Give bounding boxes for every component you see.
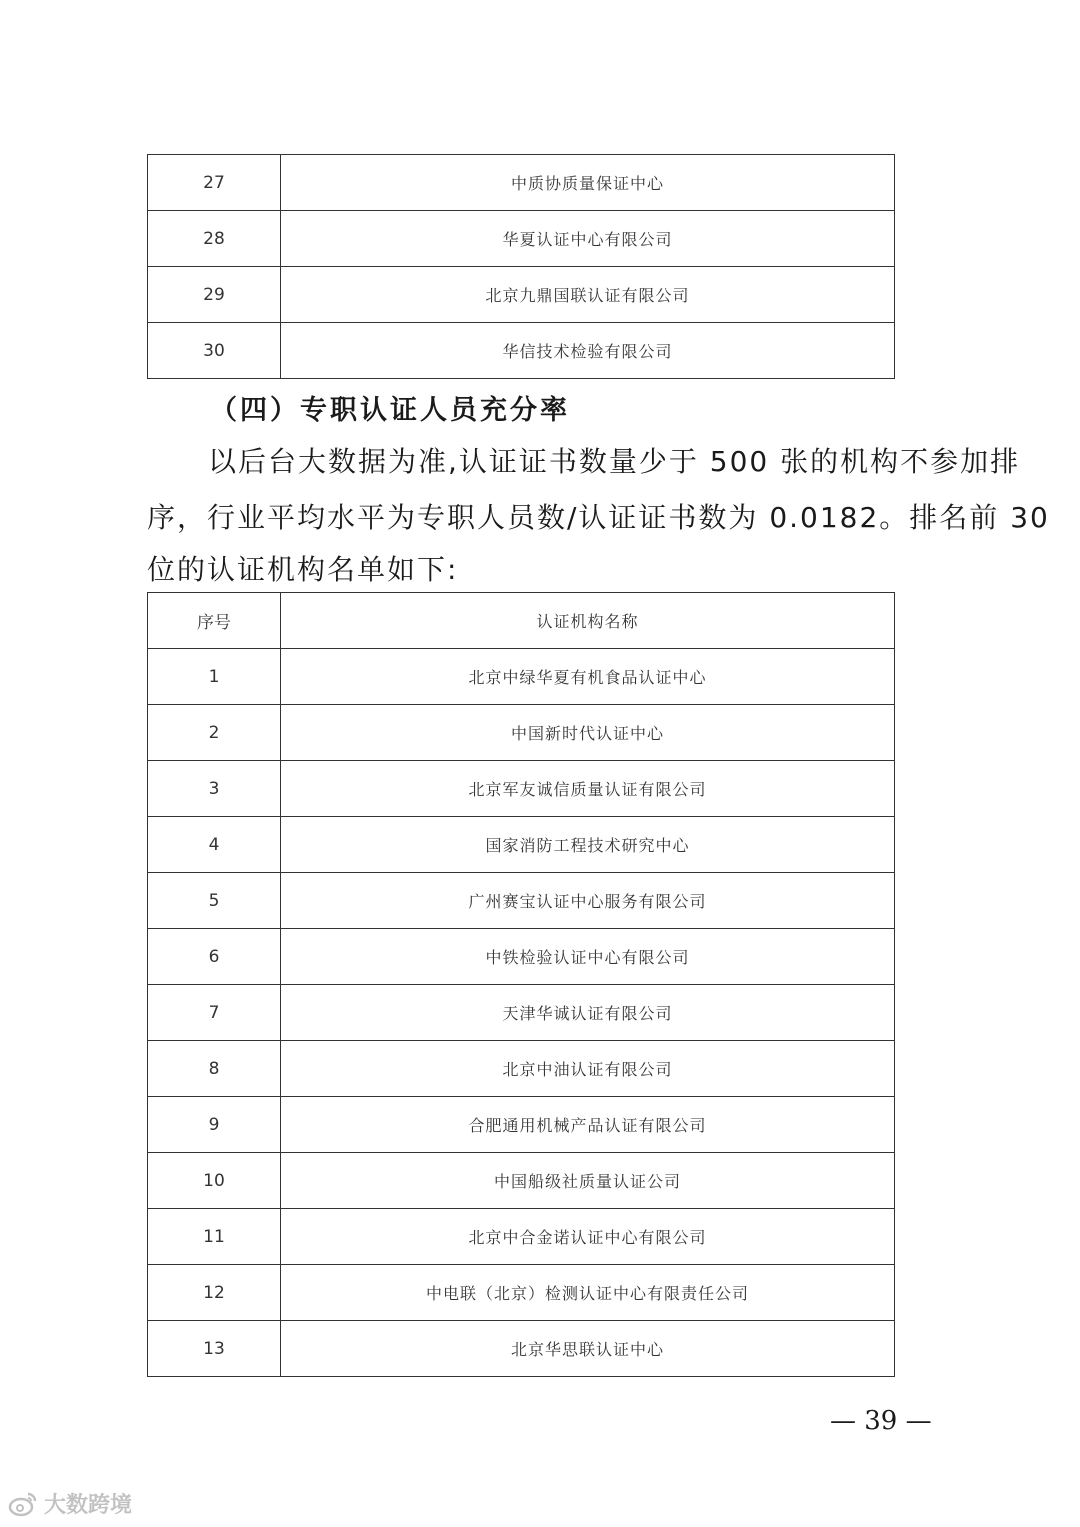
- paragraph-line: 序，行业平均水平为专职人员数/认证证书数为 0.0182。排名前 30: [147, 501, 1050, 534]
- row-number: 2: [148, 705, 281, 761]
- institution-name: 广州赛宝认证中心服务有限公司: [281, 873, 895, 929]
- table-header-row: [148, 593, 895, 649]
- watermark: [8, 1488, 132, 1519]
- institution-ranking-table: [147, 592, 895, 1377]
- table-row: [148, 155, 895, 211]
- table-row: [148, 323, 895, 379]
- row-number: 13: [148, 1321, 281, 1377]
- column-header-name: 认证机构名称: [281, 593, 895, 649]
- row-number: 12: [148, 1265, 281, 1321]
- institution-name: 北京华思联认证中心: [281, 1321, 895, 1377]
- table-row: [148, 267, 895, 323]
- table-row: [148, 817, 895, 873]
- table-row: [148, 1153, 895, 1209]
- table-row: [148, 1041, 895, 1097]
- paragraph-line: 位的认证机构名单如下:: [147, 553, 459, 586]
- row-number: 7: [148, 985, 281, 1041]
- institution-name: 北京中油认证有限公司: [281, 1041, 895, 1097]
- institution-name: 中国船级社质量认证公司: [281, 1153, 895, 1209]
- table-row: [148, 761, 895, 817]
- institution-name: 华夏认证中心有限公司: [281, 211, 895, 267]
- row-number: 4: [148, 817, 281, 873]
- row-number: 9: [148, 1097, 281, 1153]
- watermark-text: 大数跨境: [44, 1493, 133, 1518]
- column-header-number: 序号: [148, 593, 281, 649]
- institution-name: 中电联（北京）检测认证中心有限责任公司: [281, 1265, 895, 1321]
- weibo-like-logo-icon: [8, 1491, 38, 1517]
- row-number: 29: [148, 267, 281, 323]
- table-row: [148, 705, 895, 761]
- institution-name: 北京九鼎国联认证有限公司: [281, 267, 895, 323]
- table-row: [148, 1321, 895, 1377]
- row-number: 3: [148, 761, 281, 817]
- row-number: 6: [148, 929, 281, 985]
- institution-name: 北京中绿华夏有机食品认证中心: [281, 649, 895, 705]
- row-number: 1: [148, 649, 281, 705]
- institution-name: 中国新时代认证中心: [281, 705, 895, 761]
- institution-name: 北京中合金诺认证中心有限公司: [281, 1209, 895, 1265]
- row-number: 30: [148, 323, 281, 379]
- row-number: 5: [148, 873, 281, 929]
- table-row: [148, 985, 895, 1041]
- row-number: 10: [148, 1153, 281, 1209]
- table-row: [148, 873, 895, 929]
- section-heading: （四）专职认证人员充分率: [210, 395, 570, 426]
- institution-name: 北京军友诚信质量认证有限公司: [281, 761, 895, 817]
- table-row: [148, 929, 895, 985]
- row-number: 28: [148, 211, 281, 267]
- table-row: [148, 211, 895, 267]
- table-row: [148, 649, 895, 705]
- table-row: [148, 1209, 895, 1265]
- page-number: — 39 —: [830, 1406, 932, 1436]
- table-row: [148, 1097, 895, 1153]
- institution-name: 合肥通用机械产品认证有限公司: [281, 1097, 895, 1153]
- institution-name: 中质协质量保证中心: [281, 155, 895, 211]
- row-number: 8: [148, 1041, 281, 1097]
- institution-name: 天津华诚认证有限公司: [281, 985, 895, 1041]
- row-number: 11: [148, 1209, 281, 1265]
- institution-table-continued: [147, 154, 895, 379]
- table-row: [148, 1265, 895, 1321]
- paragraph-line: 以后台大数据为准,认证证书数量少于 500 张的机构不参加排: [208, 445, 1021, 478]
- row-number: 27: [148, 155, 281, 211]
- institution-name: 中铁检验认证中心有限公司: [281, 929, 895, 985]
- institution-name: 国家消防工程技术研究中心: [281, 817, 895, 873]
- institution-name: 华信技术检验有限公司: [281, 323, 895, 379]
